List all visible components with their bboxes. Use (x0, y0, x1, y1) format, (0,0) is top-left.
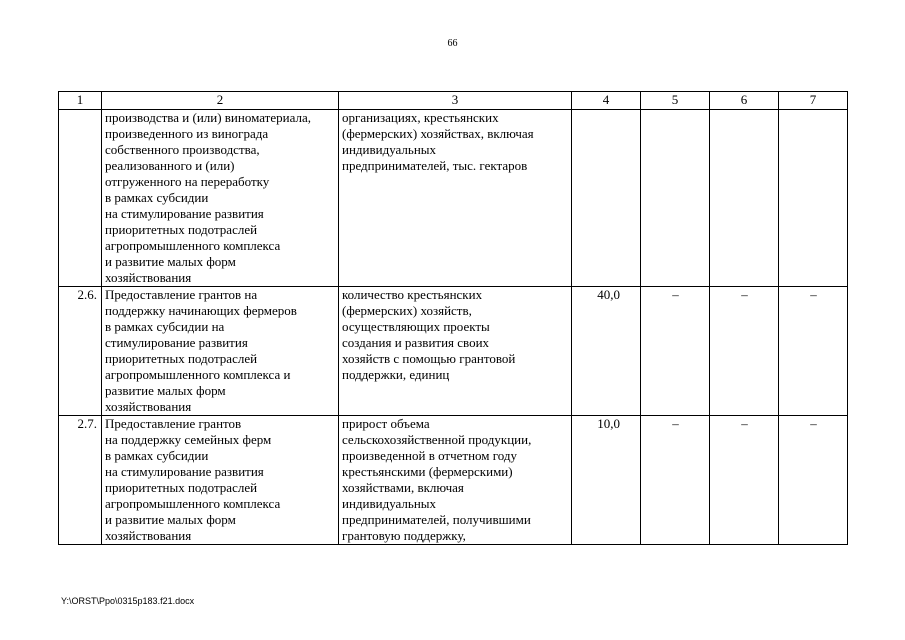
column-header: 2 (102, 92, 339, 110)
value-cell: 40,0 (572, 287, 641, 416)
indicator-cell: прирост объема сельскохозяйственной продукции, произведенной в отчетном году крестьянскими (фермерскими) хозяйствами, включая индивидуальных предпринимателей, получившими грантовую поддержку, (339, 416, 572, 545)
row-number: 2.6. (59, 287, 102, 416)
value-cell (572, 110, 641, 287)
value-cell (779, 110, 848, 287)
value-cell: – (779, 416, 848, 545)
column-header: 4 (572, 92, 641, 110)
column-header: 1 (59, 92, 102, 110)
table-row (59, 110, 848, 287)
table-row (59, 287, 848, 416)
value-cell: – (710, 287, 779, 416)
indicator-cell: организациях, крестьянских (фермерских) хозяйствах, включая индивидуальных предпринимателей, тыс. гектаров (339, 110, 572, 287)
value-cell (710, 110, 779, 287)
value-cell: 10,0 (572, 416, 641, 545)
column-header: 6 (710, 92, 779, 110)
event-cell: Предоставление грантов на поддержку начинающих фермеров в рамках субсидии на стимулирование развития приоритетных подотраслей агропромышленного комплекса и развитие малых форм хозяйствования (102, 287, 339, 416)
value-cell (641, 110, 710, 287)
value-cell: – (641, 287, 710, 416)
value-cell: – (641, 416, 710, 545)
indicators-table (58, 91, 848, 545)
row-number (59, 110, 102, 287)
value-cell: – (779, 287, 848, 416)
event-cell: производства и (или) виноматериала, произведенного из винограда собственного производства, реализованного и (или) отгруженного на переработку в рамках субсидии на стимулирование развития приоритетных подотраслей агропромышленного комплекса и развитие малых форм хозяйствования (102, 110, 339, 287)
file-path-footer: Y:\ORST\Ppo\0315p183.f21.docx (61, 596, 195, 606)
column-header: 3 (339, 92, 572, 110)
table-header-row (59, 92, 848, 110)
value-cell: – (710, 416, 779, 545)
indicator-cell: количество крестьянских (фермерских) хозяйств, осуществляющих проекты создания и развития своих хозяйств с помощью грантовой поддержки, единиц (339, 287, 572, 416)
event-cell: Предоставление грантов на поддержку семейных ферм в рамках субсидии на стимулирование развития приоритетных подотраслей агропромышленного комплекса и развитие малых форм хозяйствования (102, 416, 339, 545)
table-row (59, 416, 848, 545)
column-header: 5 (641, 92, 710, 110)
row-number: 2.7. (59, 416, 102, 545)
column-header: 7 (779, 92, 848, 110)
page-number: 66 (447, 38, 458, 49)
